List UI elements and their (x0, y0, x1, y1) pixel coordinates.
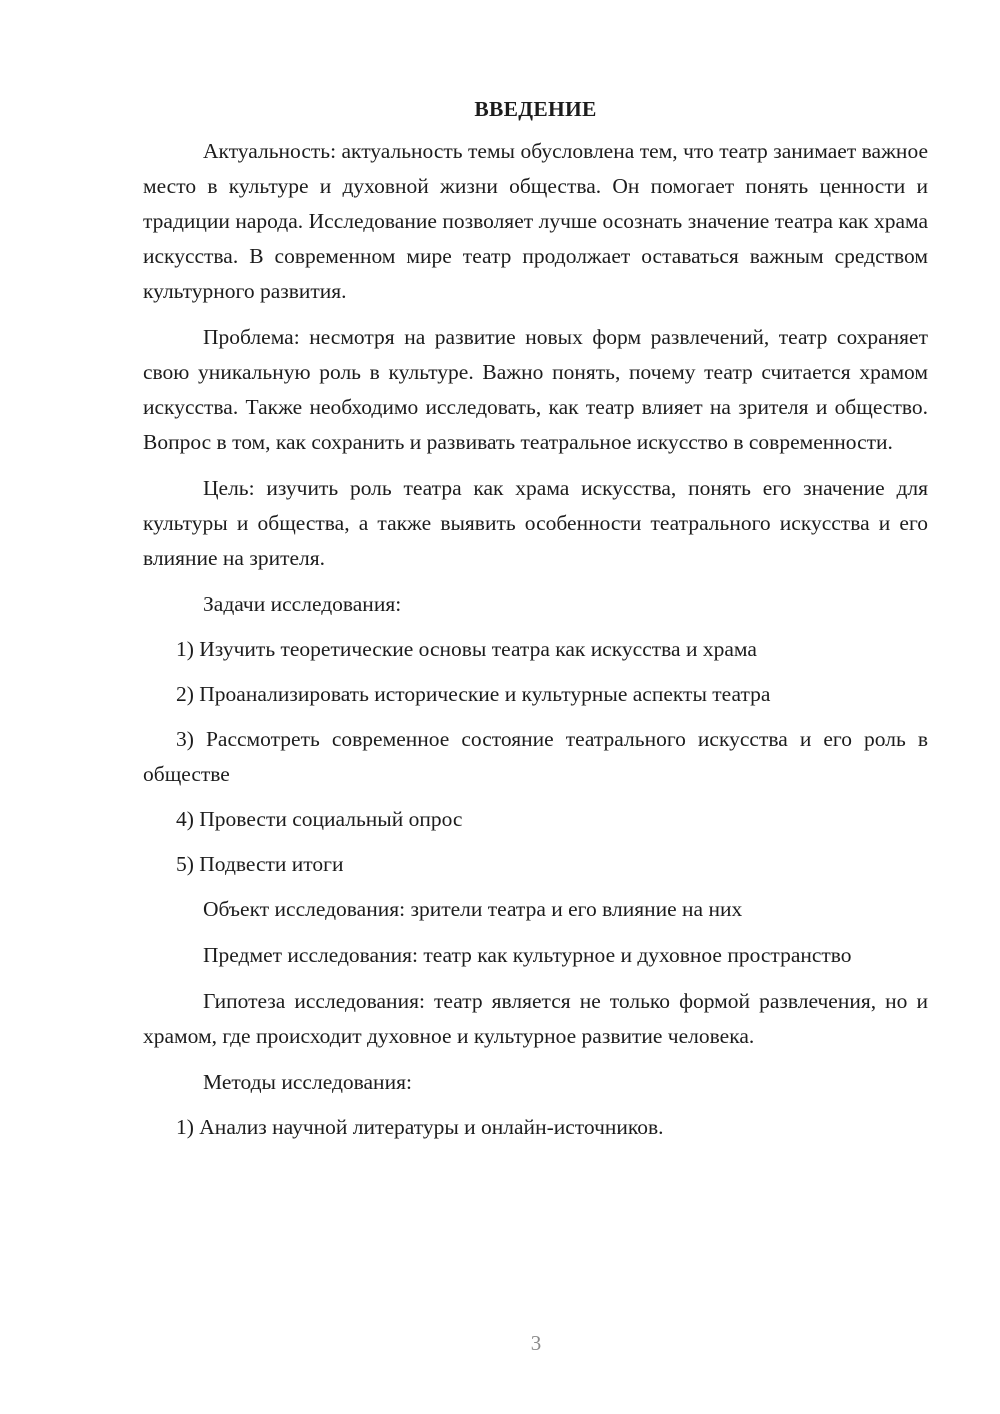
task-item: 1) Изучить теоретические основы театра как искусства и храма (176, 637, 757, 661)
subject-paragraph: Предмет исследования: театр как культурное и духовное пространство (203, 943, 852, 967)
relevance-paragraph: Актуальность: актуальность темы обусловлена тем, что театр занимает важное место в культуре и духовной жизни общества. Он помогает понять ценности и традиции народа. Исследование позволяет лучше осознать значение театра как храма искусства. В современном мире театр продолжает оставаться важным средством культурного развития. (143, 139, 928, 303)
task-item: 3) Рассмотреть современное состояние театрального искусства и его роль в обществе (143, 727, 928, 786)
task-item: 5) Подвести итоги (176, 852, 344, 876)
methods-heading: Методы исследования: (203, 1070, 412, 1094)
task-item: 4) Провести социальный опрос (176, 807, 463, 831)
goal-paragraph: Цель: изучить роль театра как храма искусства, понять его значение для культуры и общества, а также выявить особенности театрального искусства и его влияние на зрителя. (143, 476, 928, 570)
hypothesis-paragraph: Гипотеза исследования: театр является не только формой развлечения, но и храмом, где происходит духовное и культурное развитие человека. (143, 989, 928, 1048)
tasks-heading: Задачи исследования: (203, 592, 402, 616)
method-item: 1) Анализ научной литературы и онлайн-источников. (176, 1115, 664, 1139)
object-paragraph: Объект исследования: зрители театра и его влияние на них (203, 897, 743, 921)
page-content (143, 92, 928, 1155)
page-number: 3 (530, 1331, 542, 1355)
section-title: ВВЕДЕНИЕ (474, 97, 597, 121)
task-item: 2) Проанализировать исторические и культурные аспекты театра (176, 682, 771, 706)
problem-paragraph: Проблема: несмотря на развитие новых форм развлечений, театр сохраняет свою уникальную роль в культуре. Важно понять, почему театр считается храмом искусства. Также необходимо исследовать, как театр влияет на зрителя и общество. Вопрос в том, как сохранить и развивать театральное искусство в современности. (143, 325, 928, 454)
